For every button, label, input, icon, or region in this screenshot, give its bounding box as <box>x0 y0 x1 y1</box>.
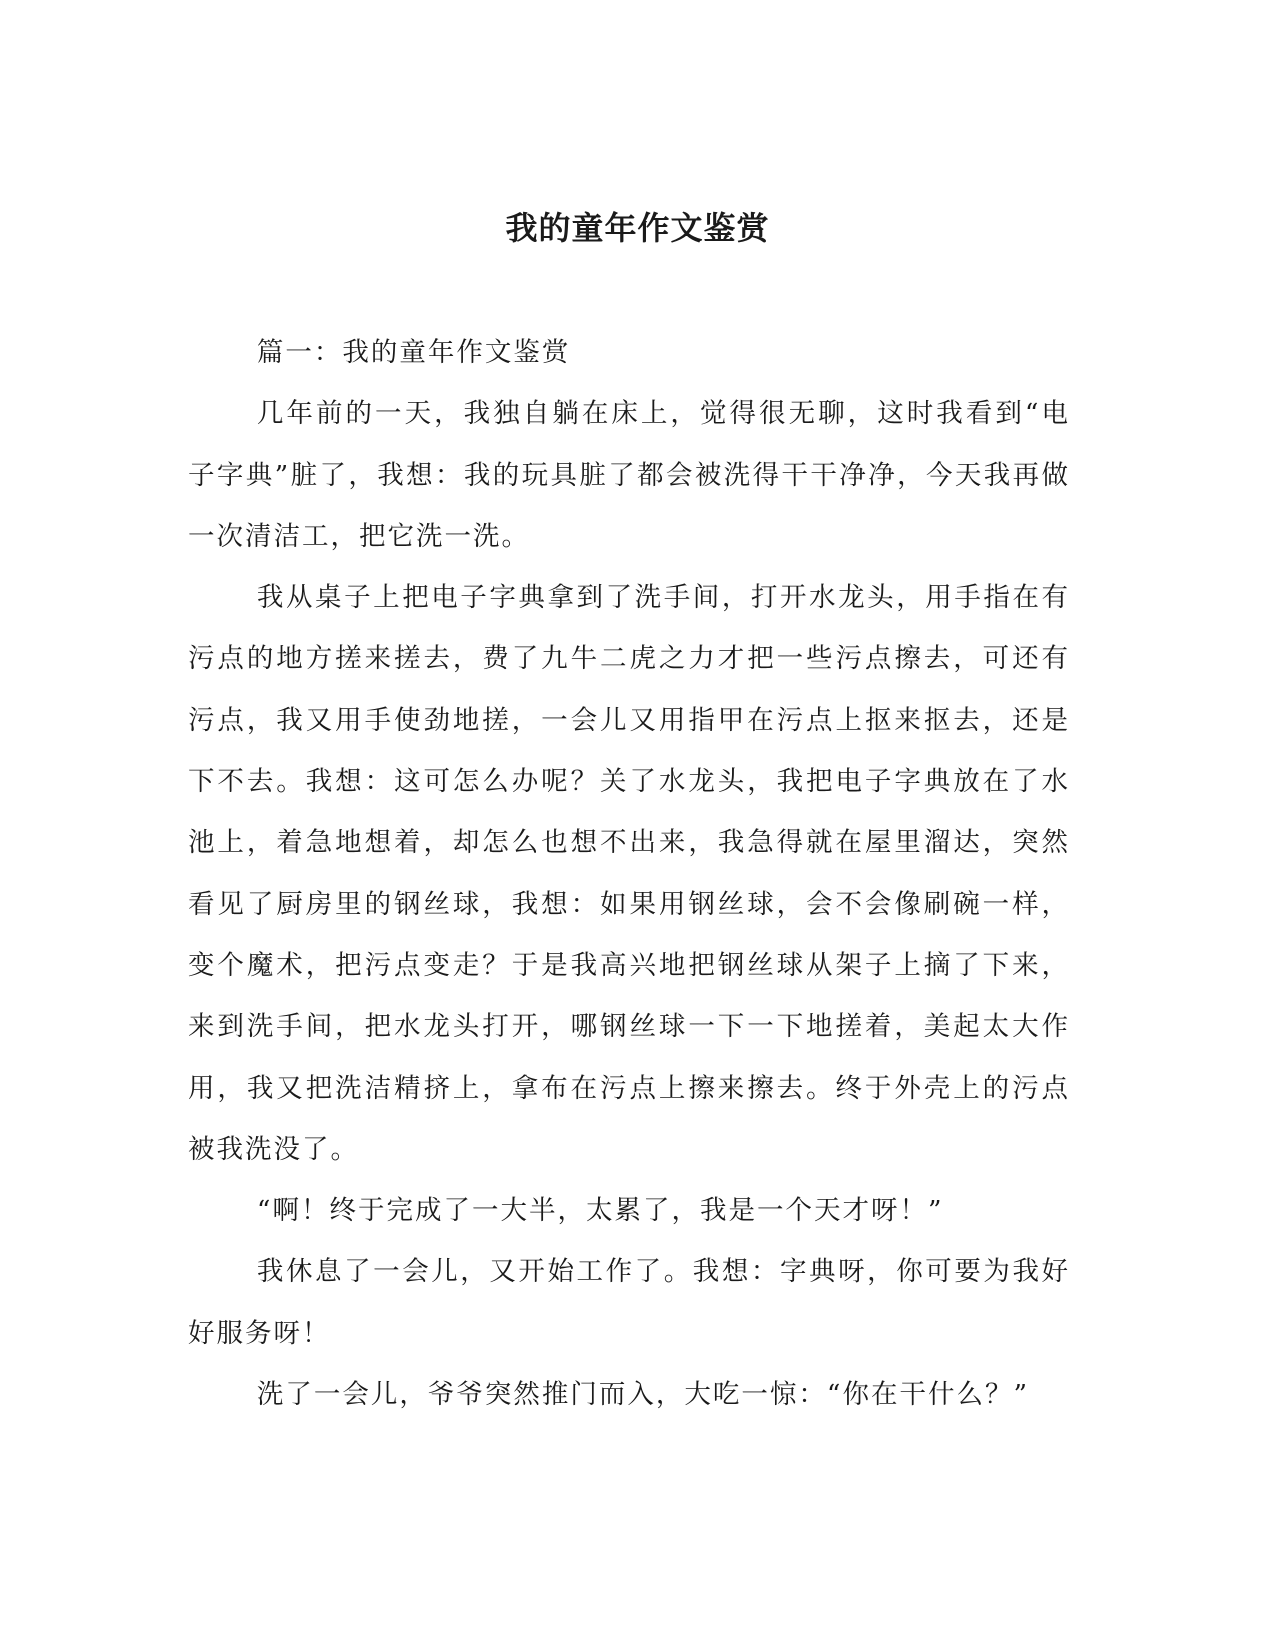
paragraph: 我从桌子上把电子字典拿到了洗手间，打开水龙头，用手指在有污点的地方搓来搓去，费了九牛二虎之力才把一些污点擦去，可还有污点，我又用手使劲地搓，一会儿又用指甲在污点上抠来抠去，还是下不去。我想：这可怎么办呢？关了水龙头，我把电子字典放在了水池上，着急地想着，却怎么也想不出来，我急得就在屋里溜达，突然看见了厨房里的钢丝球，我想：如果用钢丝球，会不会像刷碗一样，变个魔术，把污点变走？于是我高兴地把钢丝球从架子上摘了下来，来到洗手间，把水龙头打开，哪钢丝球一下一下地搓着，美起太大作用，我又把洗洁精挤上，拿布在污点上擦来擦去。终于外壳上的污点被我洗没了。 <box>188 582 1070 1165</box>
section-heading: 篇一：我的童年作文鉴赏 <box>256 337 571 368</box>
paragraph: 我休息了一会儿，又开始工作了。我想：字典呀，你可要为我好好服务呀！ <box>188 1256 1070 1349</box>
paragraph: “啊！终于完成了一大半，太累了，我是一个天才呀！” <box>256 1195 944 1227</box>
paragraph: 几年前的一天，我独自躺在床上，觉得很无聊，这时我看到“电子字典”脏了，我想：我的玩具脏了都会被洗得干干净净，今天我再做一次清洁工，把它洗一洗。 <box>188 398 1070 552</box>
paragraph: 洗了一会儿，爷爷突然推门而入，大吃一惊：“你在干什么？” <box>256 1379 1029 1411</box>
document-title: 我的童年作文鉴赏 <box>505 209 770 247</box>
document-body <box>188 322 1070 1425</box>
